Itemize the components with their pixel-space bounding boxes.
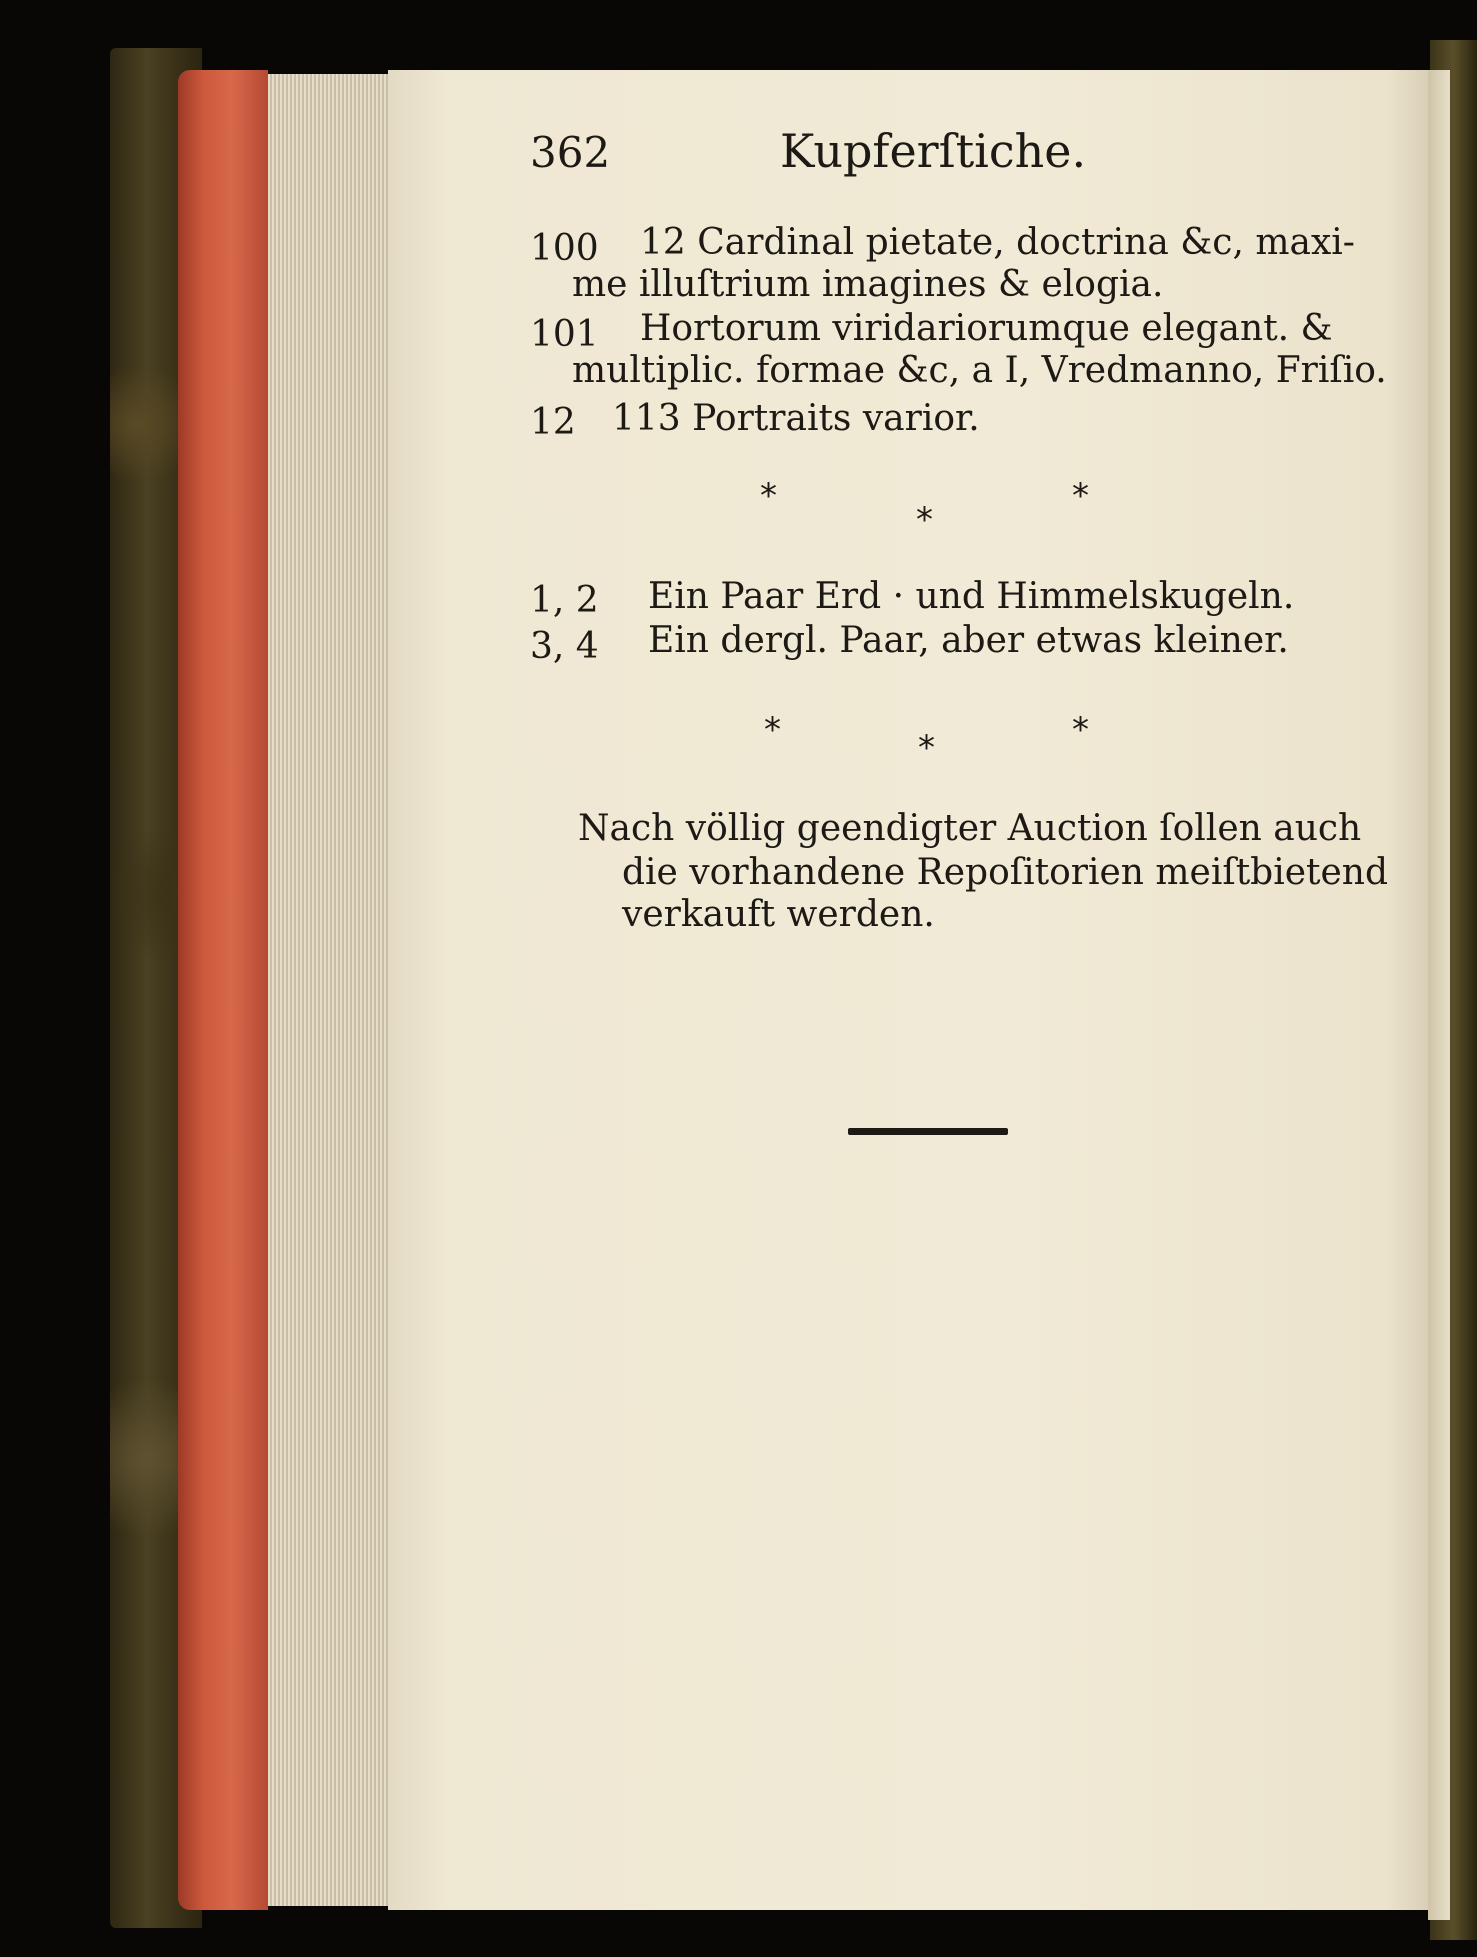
lot-number: 1, 2	[530, 580, 599, 621]
asterisk-divider: *	[764, 710, 781, 750]
lot-number: 12	[530, 402, 576, 443]
page-stack	[268, 74, 388, 1906]
entry-line: Ein Paar Erd · und Himmelskugeln.	[648, 576, 1295, 617]
asterisk-divider: *	[760, 476, 777, 516]
entry-line: Ein dergl. Paar, aber etwas kleiner.	[648, 620, 1289, 661]
entry-line: Hortorum viridariorumque elegant. &	[640, 308, 1333, 349]
red-page-edges	[178, 70, 268, 1910]
entry-line: me illuſtrium imagines & elogia.	[572, 264, 1164, 305]
closing-note-line: Nach völlig geendigter Auction ſollen auch	[578, 808, 1362, 849]
facing-page-edge	[1428, 70, 1450, 1920]
closing-note-line: verkauft werden.	[622, 894, 935, 935]
lot-number: 3, 4	[530, 626, 599, 667]
page-title: Kupferſtiche.	[780, 124, 1087, 178]
entry-line: multiplic. formae &c, a I, Vredmanno, Friſio.	[572, 350, 1387, 391]
lot-number: 101	[530, 314, 599, 355]
asterisk-divider: *	[1072, 476, 1089, 516]
lot-number: 100	[530, 228, 599, 269]
end-rule	[848, 1128, 1008, 1135]
page-number: 362	[530, 128, 611, 177]
closing-note-line: die vorhandene Repoſitorien meiſtbietend	[622, 852, 1389, 893]
asterisk-divider: *	[918, 728, 935, 768]
asterisk-divider: *	[916, 500, 933, 540]
asterisk-divider: *	[1072, 710, 1089, 750]
entry-line: 12 Cardinal pietate, doctrina &c, maxi-	[640, 222, 1355, 263]
entry-line: 113 Portraits varior.	[612, 398, 980, 439]
